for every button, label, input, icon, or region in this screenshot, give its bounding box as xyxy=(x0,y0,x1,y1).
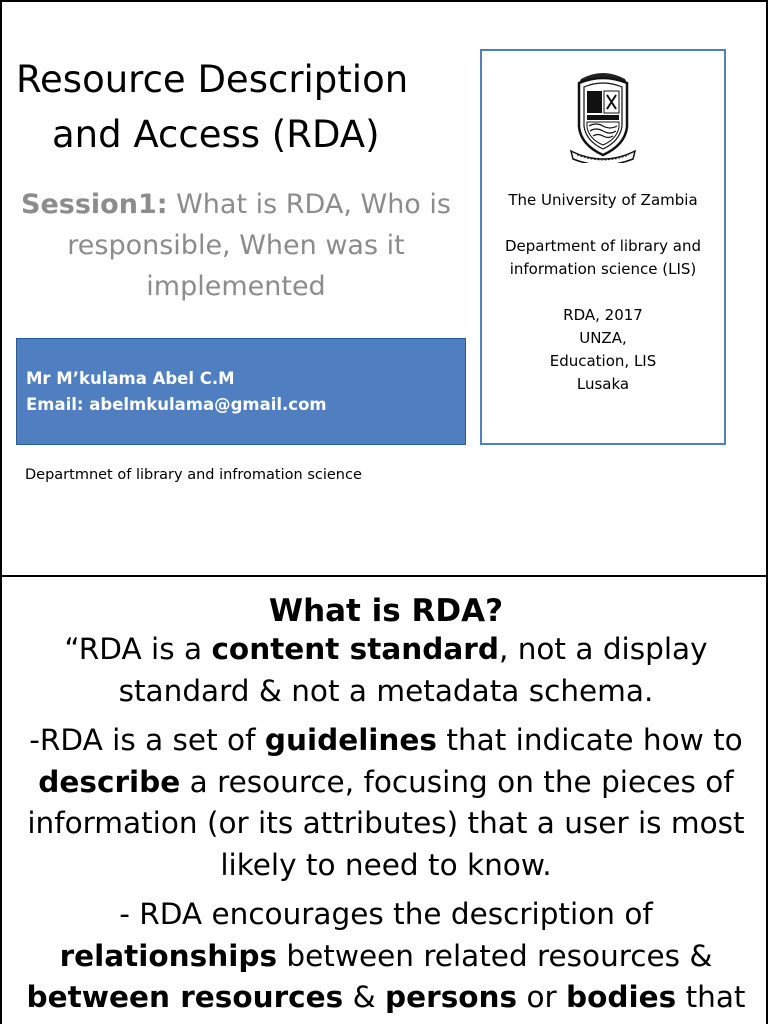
university-crest-logo xyxy=(567,71,639,163)
text-run: - RDA encourages the description of xyxy=(119,897,653,931)
text-run: that xyxy=(676,980,746,1014)
title-line-2: and Access (RDA) xyxy=(52,113,380,156)
paragraph-guidelines xyxy=(24,720,748,886)
paragraph-relationships xyxy=(24,894,748,1019)
text-run: -RDA is a set of xyxy=(29,723,265,757)
text-run: that indicate how to xyxy=(437,723,743,757)
slide-heading: What is RDA? xyxy=(268,593,504,629)
text-run: a resource, focusing on the pieces of information (or its attributes) that a user is most likely to need to know. xyxy=(27,764,745,882)
slide-2 xyxy=(0,575,768,1024)
slide-body xyxy=(24,629,748,1024)
slide-title xyxy=(16,52,456,162)
course-year: RDA, 2017 xyxy=(563,306,643,324)
department-line-1: Department of library and xyxy=(504,237,701,255)
school: Education, LIS xyxy=(549,352,657,370)
emphasis-bodies: bodies xyxy=(566,980,677,1014)
emphasis-relationships: relationships xyxy=(59,938,277,973)
institution: UNZA, xyxy=(579,329,627,347)
text-run: between related resources & xyxy=(277,938,713,973)
emphasis-persons: persons xyxy=(385,980,518,1014)
author-email: Email: abelmkulama@gmail.com xyxy=(26,395,327,414)
university-name: The University of Zambia xyxy=(508,191,698,209)
department-line-2: information science (LIS) xyxy=(509,260,697,278)
session-subtitle xyxy=(16,184,456,307)
university-panel xyxy=(480,49,726,445)
emphasis-content-standard: content standard xyxy=(211,632,499,666)
title-line-1: Resource Description xyxy=(16,58,409,101)
author-name: Mr M’kulama Abel C.M xyxy=(26,369,235,388)
city: Lusaka xyxy=(576,375,630,393)
text-run: “RDA is a xyxy=(64,632,212,666)
text-run: , not a display standard & not a metadata schema. xyxy=(118,632,708,708)
emphasis-describe: describe xyxy=(38,764,181,799)
text-run: or xyxy=(517,980,567,1014)
text-run: & xyxy=(343,980,386,1014)
emphasis-between-resources: between resources xyxy=(26,980,344,1014)
session-label: Session1: xyxy=(21,189,168,220)
footer-department: Departmnet of library and infromation science xyxy=(25,467,362,483)
session-text: What is RDA, Who is responsible, When was it implemented xyxy=(67,189,451,302)
emphasis-guidelines: guidelines xyxy=(264,723,437,757)
paragraph-content-standard xyxy=(24,629,748,712)
author-box xyxy=(16,338,466,445)
